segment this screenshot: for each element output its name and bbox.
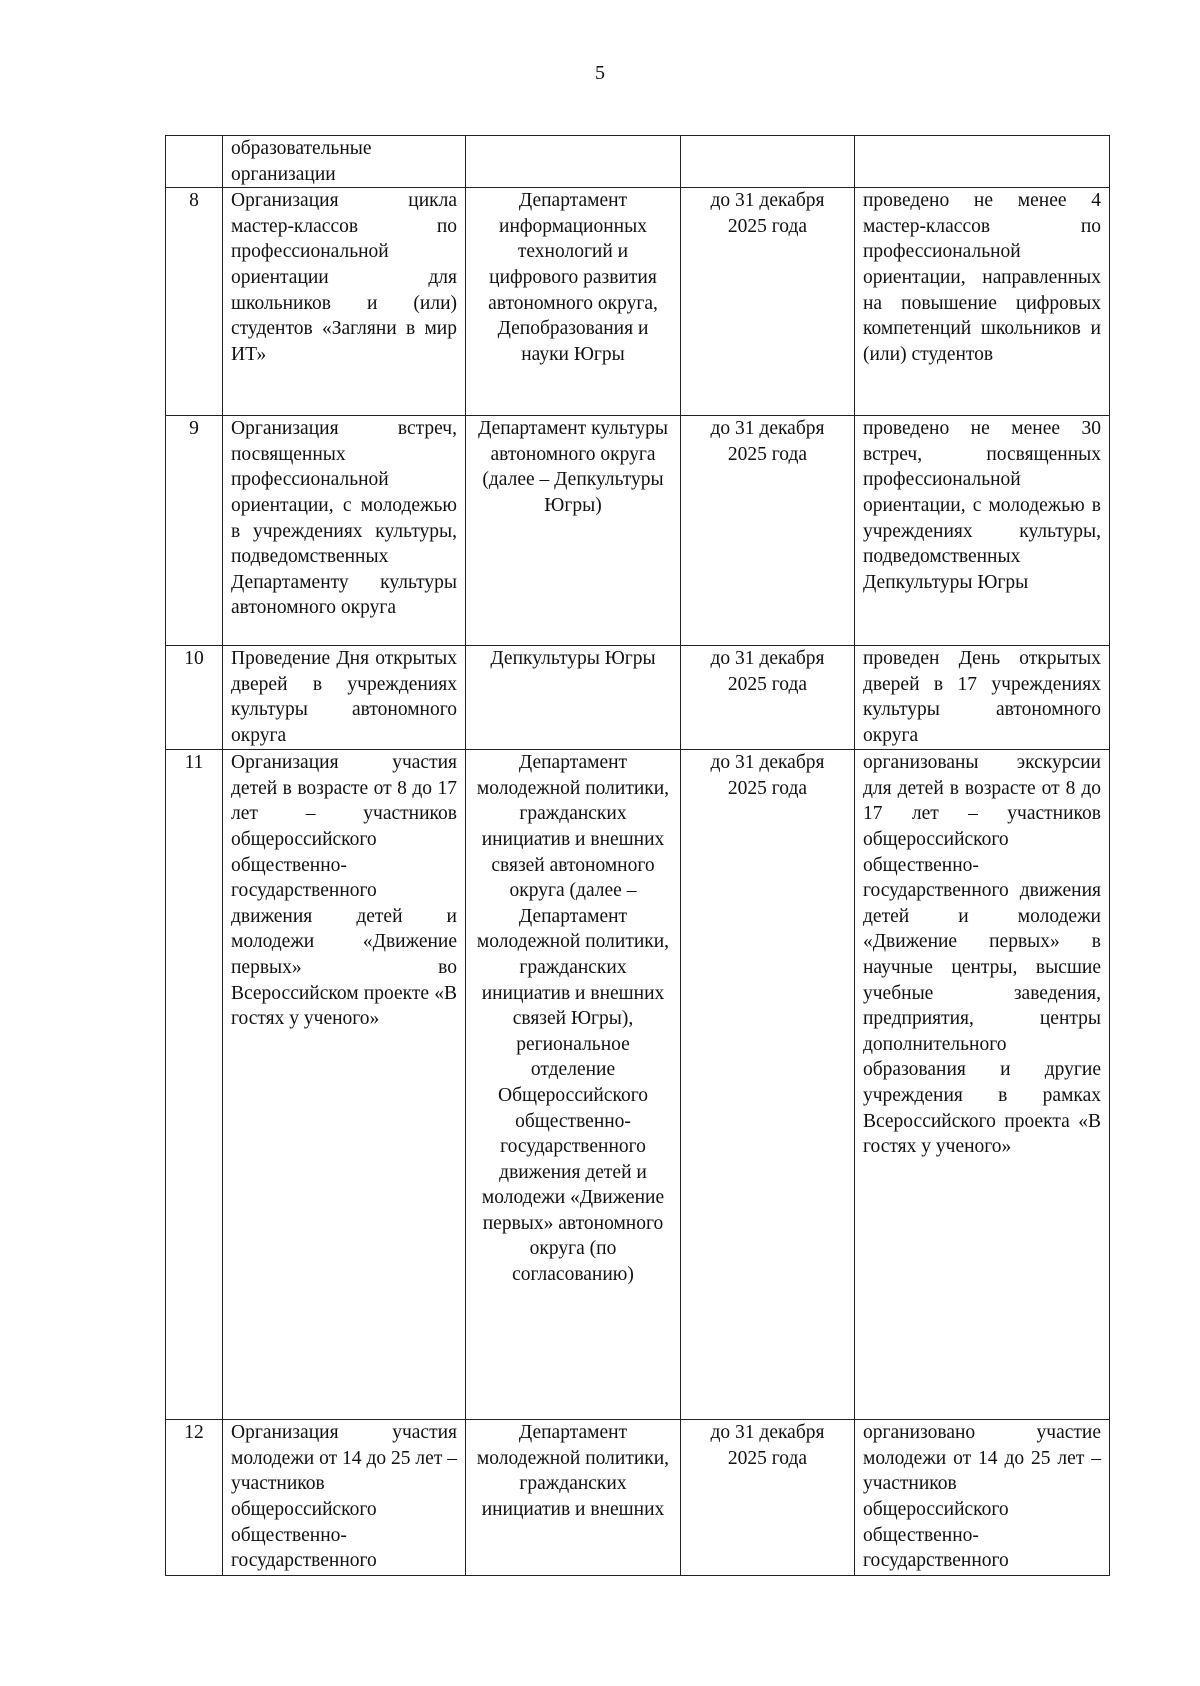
measure-name: Организация участия детей в возрасте от 8 до 17 лет – участников общероссийского общественно-государственного движения детей и молодежи «Движение первых» во Всероссийском проекте «В гостях у ученого» xyxy=(223,750,466,1420)
measure-name: Организация цикла мастер-классов по профессиональной ориентации для школьников и (или) студентов «Загляни в мир ИТ» xyxy=(223,188,466,416)
table-row xyxy=(166,416,1110,646)
deadline: до 31 декабря 2025 года xyxy=(681,1420,855,1576)
responsible-party: Департамент информационных технологий и цифрового развития автономного округа, Депобразования и науки Югры xyxy=(466,188,681,416)
deadline: до 31 декабря 2025 года xyxy=(681,416,855,646)
deadline: до 31 декабря 2025 года xyxy=(681,750,855,1420)
measure-name: Организация встреч, посвященных профессиональной ориентации, с молодежью в учреждениях культуры, подведомственных Департаменту культуры автономного округа xyxy=(223,416,466,646)
responsible-party xyxy=(466,136,681,188)
deadline: до 31 декабря 2025 года xyxy=(681,646,855,750)
row-number xyxy=(166,136,223,188)
deadline: до 31 декабря 2025 года xyxy=(681,188,855,416)
responsible-party: Департамент культуры автономного округа (далее – Депкультуры Югры) xyxy=(466,416,681,646)
table-row xyxy=(166,136,1110,188)
deadline xyxy=(681,136,855,188)
row-number: 11 xyxy=(166,750,223,1420)
expected-result: организовано участие молодежи от 14 до 25 лет – участников общероссийского общественно-государственного xyxy=(855,1420,1110,1576)
row-number: 8 xyxy=(166,188,223,416)
expected-result: проведено не менее 4 мастер-классов по профессиональной ориентации, направленных на повышение цифровых компетенций школьников и (или) студентов xyxy=(855,188,1110,416)
table-row xyxy=(166,646,1110,750)
expected-result xyxy=(855,136,1110,188)
measures-table xyxy=(165,135,1110,1576)
measure-name: образовательные организации xyxy=(223,136,466,188)
responsible-party: Департамент молодежной политики, гражданских инициатив и внешних xyxy=(466,1420,681,1576)
measure-name: Организация участия молодежи от 14 до 25 лет – участников общероссийского общественно-государственного xyxy=(223,1420,466,1576)
responsible-party: Департамент молодежной политики, гражданских инициатив и внешних связей автономного округа (далее – Департамент молодежной политики, гражданских инициатив и внешних связей Югры), региональное отделение Общероссийского общественно-государственного движения детей и молодежи «Движение первых» автономного округа (по согласованию) xyxy=(466,750,681,1420)
row-number: 12 xyxy=(166,1420,223,1576)
expected-result: проведен День открытых дверей в 17 учреждениях культуры автономного округа xyxy=(855,646,1110,750)
table-row xyxy=(166,188,1110,416)
table-row xyxy=(166,750,1110,1420)
row-number: 9 xyxy=(166,416,223,646)
expected-result: проведено не менее 30 встреч, посвященных профессиональной ориентации, с молодежью в учреждениях культуры, подведомственных Депкультуры Югры xyxy=(855,416,1110,646)
table-row xyxy=(166,1420,1110,1576)
row-number: 10 xyxy=(166,646,223,750)
responsible-party: Депкультуры Югры xyxy=(466,646,681,750)
expected-result: организованы экскурсии для детей в возрасте от 8 до 17 лет – участников общероссийского общественно-государственного движения детей и молодежи «Движение первых» в научные центры, высшие учебные заведения, предприятия, центры дополнительного образования и другие учреждения в рамках Всероссийского проекта «В гостях у ученого» xyxy=(855,750,1110,1420)
measure-name: Проведение Дня открытых дверей в учреждениях культуры автономного округа xyxy=(223,646,466,750)
page-number: 5 xyxy=(595,62,605,84)
